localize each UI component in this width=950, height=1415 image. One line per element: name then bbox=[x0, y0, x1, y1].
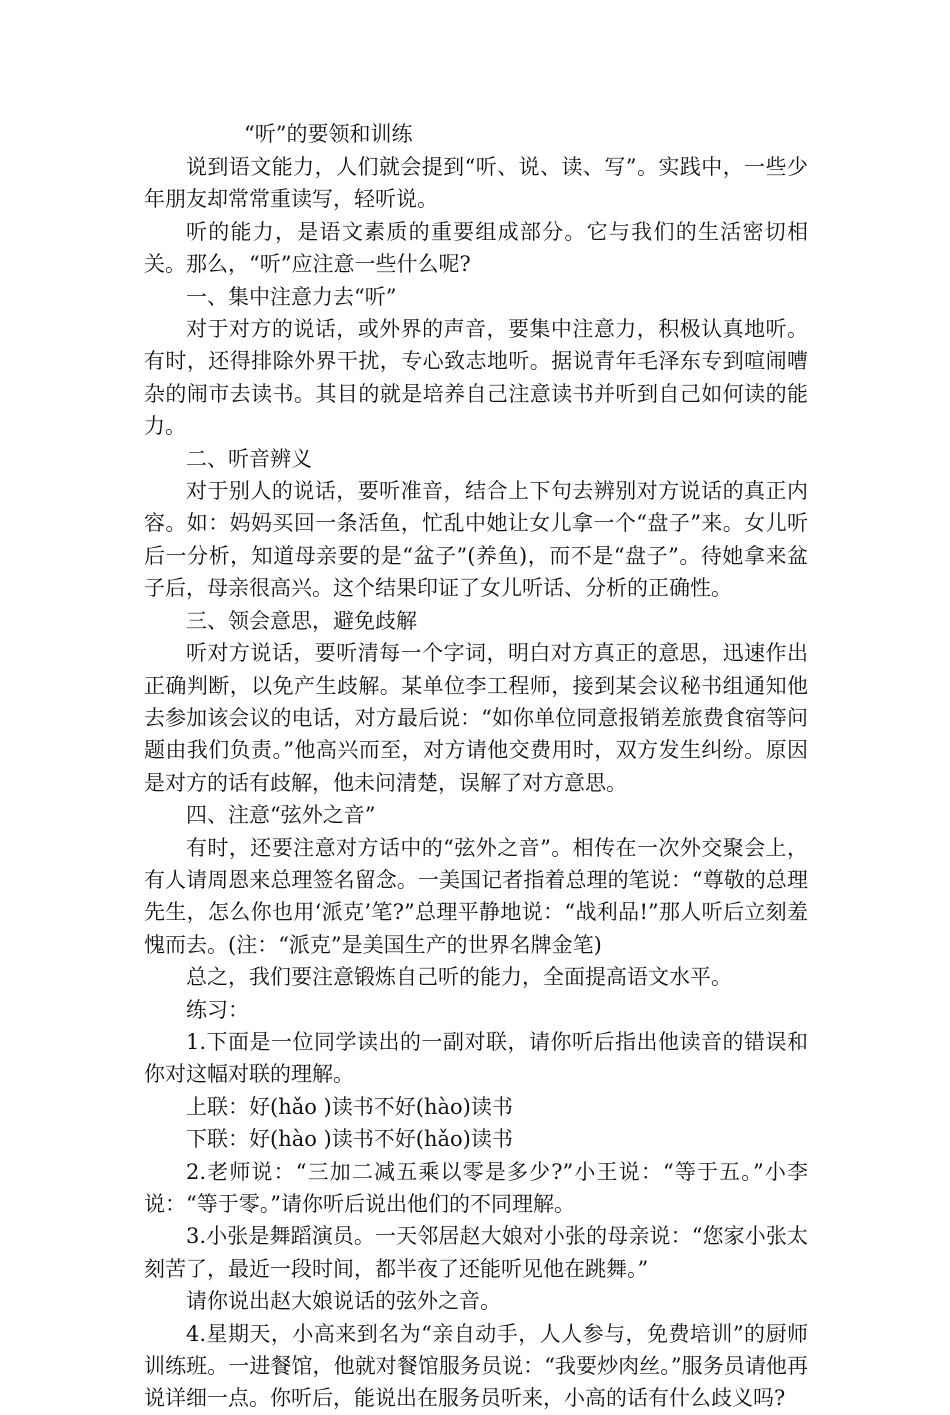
document-title: “听”的要领和训练 bbox=[244, 122, 413, 146]
section-heading-4: 四、注意“弦外之音” bbox=[186, 803, 376, 828]
paragraph-intro: 说到语文能力，人们就会提到“听、说、读、写”。实践中，一些少年朋友却常常重读写，轻听说。 bbox=[144, 155, 808, 212]
exercise-1-couplet-lower: 下联：好(hào )读书不好(hǎo)读书 bbox=[186, 1127, 513, 1152]
exercise-2: 2.老师说：“三加二减五乘以零是多少?”小王说：“等于五。”小李说：“等于零。”请你听后说出他们的不同理解。 bbox=[144, 1159, 808, 1216]
paragraph-importance: 听的能力，是语文素质的重要组成部分。它与我们的生活密切相关。那么，“听”应注意一些什么呢? bbox=[144, 219, 808, 277]
document-page bbox=[144, 118, 808, 1415]
exercise-4: 4.星期天，小高来到名为“亲自动手，人人参与，免费培训”的厨师训练班。一进餐馆，他就对餐馆服务员说：“我要炒肉丝。”服务员请他再说详细一点。你听后，能说出在服务员听来，小高的话有什么歧义吗? bbox=[144, 1321, 808, 1411]
section-heading-1: 一、集中注意力去“听” bbox=[186, 284, 397, 309]
exercise-1-couplet-upper: 上联：好(hǎo )读书不好(hào)读书 bbox=[186, 1094, 513, 1119]
exercise-1: 1.下面是一位同学读出的一副对联，请你听后指出他读音的错误和你对这幅对联的理解。 bbox=[144, 1029, 808, 1087]
exercise-heading: 练习： bbox=[186, 997, 249, 1022]
paragraph-summary: 总之，我们要注意锻炼自己听的能力，全面提高语文水平。 bbox=[186, 965, 732, 990]
exercise-3-question: 请你说出赵大娘说话的弦外之音。 bbox=[186, 1289, 501, 1314]
section-heading-3: 三、领会意思，避免歧解 bbox=[186, 608, 417, 633]
paragraph-section-4: 有时，还要注意对方话中的“弦外之音”。相传在一次外交聚会上，有人请周恩来总理签名留念。一美国记者指着总理的笔说：“尊敬的总理先生，怎么你也用‘派克’笔?”总理平静地说：“战利品!”那人听后立刻羞愧而去。(注：“派克”是美国生产的世界名牌金笔) bbox=[144, 835, 808, 957]
paragraph-section-3: 听对方说话，要听清每一个字词，明白对方真正的意思，迅速作出正确判断，以免产生歧解。某单位李工程师，接到某会议秘书组通知他去参加该会议的电话，对方最后说：“如你单位同意报销差旅费食宿等问题由我们负责。”他高兴而至，对方请他交费用时，双方发生纠纷。原因是对方的话有歧解，他未问清楚，误解了对方意思。 bbox=[144, 641, 808, 795]
section-heading-2: 二、听音辨义 bbox=[186, 446, 312, 471]
paragraph-section-2: 对于别人的说话，要听准音，结合上下句去辨别对方说话的真正内容。如：妈妈买回一条活鱼，忙乱中她让女儿拿一个“盘子”来。女儿听后一分析，知道母亲要的是“盆子”(养鱼)，而不是“盘子”。待她拿来盆子后，母亲很高兴。这个结果印证了女儿听话、分析的正确性。 bbox=[144, 479, 808, 601]
paragraph-section-1: 对于对方的说话，或外界的声音，要集中注意力，积极认真地听。有时，还得排除外界干扰，专心致志地听。据说青年毛泽东专到喧闹嘈杂的闹市去读书。其目的就是培养自己注意读书并听到自己如何读的能力。 bbox=[144, 317, 808, 439]
exercise-3: 3.小张是舞蹈演员。一天邻居赵大娘对小张的母亲说：“您家小张太刻苦了，最近一段时间，都半夜了还能听见他在跳舞。” bbox=[144, 1224, 808, 1281]
